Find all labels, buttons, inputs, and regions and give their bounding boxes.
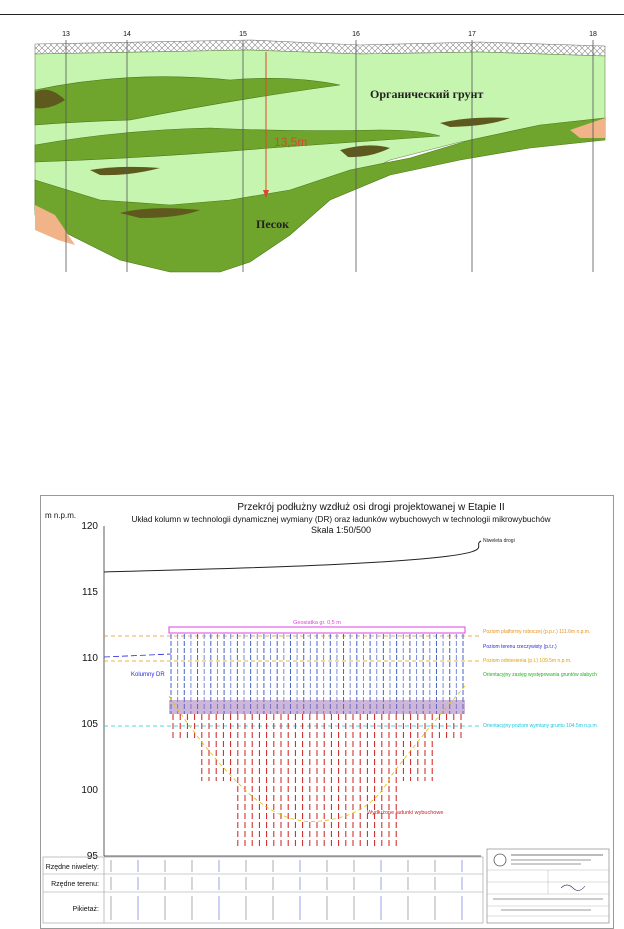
geogrid <box>169 627 465 633</box>
y-tick: 95 <box>86 851 98 862</box>
drawing-subtitle: Układ kolumn w technologii dynamicznej wymiany (DR) oraz ładunków wybuchowych w technologii mikrowybuchów <box>131 515 551 524</box>
explosive-charges-group <box>173 714 461 848</box>
depth-label: 13,5m <box>274 135 308 149</box>
drawing-scale: Skala 1:50/500 <box>310 525 372 535</box>
drawing-title: Przekrój podłużny wzdłuż osi drogi projektowanej w Etapie II <box>237 502 505 513</box>
legend-item-platform: Poziom platformy roboczej (p.p.r.) 111.6m n.p.m. <box>483 629 591 635</box>
geological-section <box>30 30 610 280</box>
station-label: 18 <box>589 31 597 38</box>
legend-item-road: Niweleta drogi <box>483 538 515 544</box>
legend-item-reference: Poziom odniesienia (p.t.) 109.5m n.p.m. <box>483 658 572 664</box>
station-label: 13 <box>62 31 70 38</box>
road-grade-line <box>104 541 481 572</box>
y-tick: 115 <box>82 587 98 598</box>
station-label: 17 <box>468 31 476 38</box>
y-unit-label: m n.p.m. <box>45 511 77 520</box>
page-top-rule <box>0 14 624 15</box>
organic-soil-label: Органический грунт <box>370 87 484 101</box>
legend-item-replacement: Orientacyjny poziom wymiany gruntu 104.5m n.p.m. <box>483 723 599 729</box>
geogrid-label: Geosiatka gr. 0,5 m <box>293 620 341 626</box>
station-label: 16 <box>352 31 360 38</box>
row-label-terrain: Rzędne terenu: <box>51 881 99 888</box>
y-tick: 105 <box>81 719 98 730</box>
terrain-level <box>104 654 171 657</box>
dr-columns-group <box>169 634 465 714</box>
data-table-frame <box>43 857 483 923</box>
sand-label: Песок <box>256 217 290 231</box>
station-ticks <box>111 860 462 920</box>
columns-label: Kolumny DR <box>131 672 165 678</box>
station-label: 15 <box>239 31 247 38</box>
y-tick: 120 <box>81 521 98 532</box>
row-label-chainage: Pikietaż: <box>72 906 99 913</box>
station-label: 14 <box>123 31 131 38</box>
charges-label: Wydłużone ładunki wybuchowe <box>367 810 444 816</box>
y-tick: 100 <box>81 785 98 796</box>
row-label-grade: Rzędne niwelety: <box>45 864 99 871</box>
legend-item-weak-soil: Orientacyjny zasięg występowania gruntów słabych <box>483 672 597 678</box>
legend-item-terrain: Poziom terenu rzeczywisty (p.t.r.) <box>483 644 557 650</box>
dr-profile-drawing <box>40 495 614 929</box>
legend <box>483 538 598 729</box>
y-tick: 110 <box>82 653 98 664</box>
column-base-band <box>169 700 465 714</box>
